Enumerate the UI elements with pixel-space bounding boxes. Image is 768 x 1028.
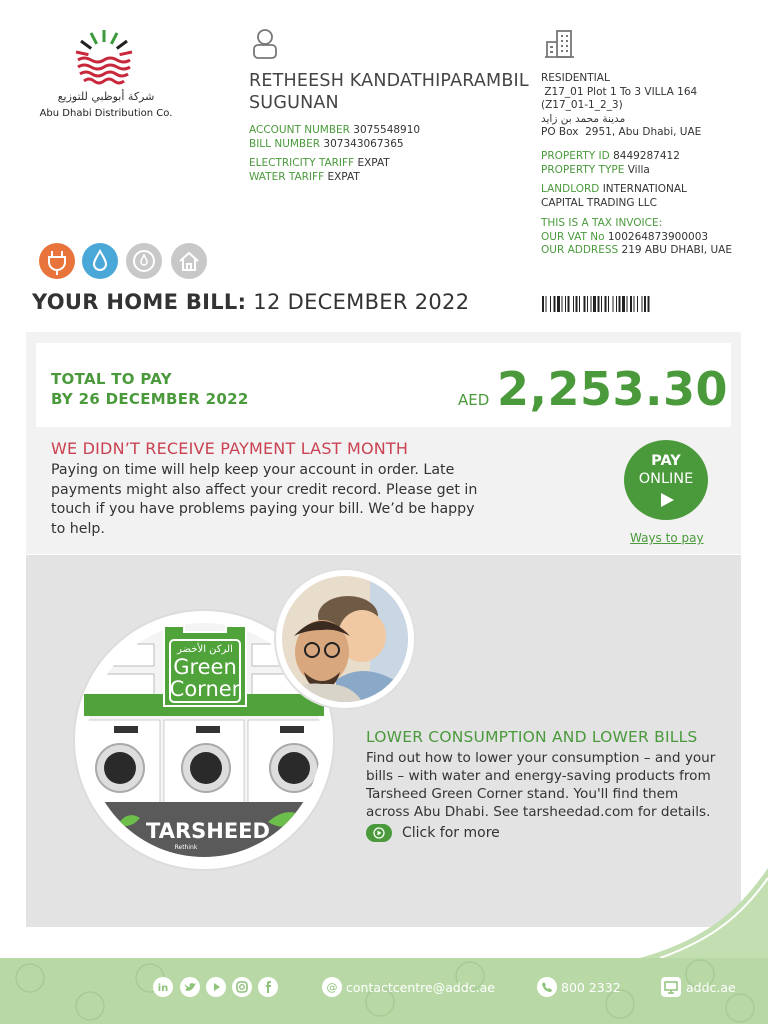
property-address <box>541 72 761 140</box>
property-id-label: PROPERTY ID <box>541 150 610 162</box>
green-corner-line2: Corner <box>169 677 241 701</box>
decorative-swoosh <box>640 868 768 958</box>
contact-email[interactable]: contactcentre@addc.ae <box>346 980 495 995</box>
tax-invoice-label: THIS IS A TAX INVOICE: <box>541 217 663 229</box>
pay-label: PAY <box>651 453 681 469</box>
account-number-label: ACCOUNT NUMBER <box>249 124 350 136</box>
property-id: 8449287412 <box>613 150 680 162</box>
landlord-name-cont: CAPITAL TRADING LLC <box>541 196 657 209</box>
bill-number-label: BILL NUMBER <box>249 137 321 150</box>
home-icon <box>171 243 207 279</box>
address-line1: Z17_01 Plot 1 To 3 VILLA 164 <box>541 85 698 98</box>
click-for-more-label: Click for more <box>402 825 500 841</box>
po-box: PO Box 2951, Abu Dhabi, UAE <box>541 126 702 138</box>
account-details <box>249 124 420 151</box>
water-tariff-label: WATER TARIFF <box>249 170 325 183</box>
pay-online-button[interactable] <box>624 440 708 520</box>
svg-text:in: in <box>157 983 169 994</box>
website-icon <box>661 977 681 997</box>
address-type: RESIDENTIAL <box>541 72 610 84</box>
payment-warning-title: WE DIDN’T RECEIVE PAYMENT LAST MONTH <box>51 439 409 458</box>
bill-title <box>32 290 469 314</box>
total-due-label <box>51 369 249 409</box>
landlord-label: LANDLORD <box>541 183 600 195</box>
person-icon <box>251 28 279 60</box>
property-details <box>541 150 680 177</box>
company-name-arabic: شركة أبوظبي للتوزيع <box>57 90 155 103</box>
click-for-more-link[interactable] <box>366 824 500 846</box>
instagram-icon[interactable] <box>232 977 252 997</box>
water-tariff: EXPAT <box>327 170 360 183</box>
total-amount: 2,253.30 <box>497 362 728 416</box>
property-type: Villa <box>627 163 650 176</box>
green-corner-arabic: الركن الأخضر <box>177 644 233 655</box>
our-address-label: OUR ADDRESS <box>541 244 619 256</box>
vat-number: 100264873900003 <box>607 230 709 243</box>
electricity-icon <box>39 243 75 279</box>
vat-label: OUR VAT No <box>541 230 605 243</box>
twitter-icon[interactable] <box>180 977 200 997</box>
company-name: Abu Dhabi Distribution Co. <box>39 108 173 119</box>
family-photo <box>270 568 420 710</box>
customer-name: RETHEESH KANDATHIPARAMBIL SUGUNAN <box>249 71 529 113</box>
company-logo <box>36 26 176 126</box>
website-link[interactable]: addc.ae <box>686 980 736 995</box>
tarsheed-brand: TARSHEED <box>146 819 270 843</box>
bill-title-label: YOUR HOME BILL: <box>32 290 247 314</box>
electricity-tariff-label: ELECTRICITY TARIFF <box>249 157 355 169</box>
youtube-icon[interactable] <box>206 977 226 997</box>
property-type-label: PROPERTY TYPE <box>541 163 625 176</box>
promo-title: LOWER CONSUMPTION AND LOWER BILLS <box>366 728 698 746</box>
account-number: 3075548910 <box>353 124 421 136</box>
ways-to-pay-link[interactable]: Ways to pay <box>630 531 704 545</box>
bill-date: 12 DECEMBER 2022 <box>253 290 470 314</box>
total-to-pay-label: TOTAL TO PAY <box>51 370 172 388</box>
tax-invoice-info <box>541 217 732 258</box>
linkedin-icon[interactable] <box>153 977 173 997</box>
facebook-icon[interactable] <box>258 977 278 997</box>
play-icon <box>659 492 675 508</box>
play-icon <box>366 824 392 842</box>
barcode <box>542 296 744 312</box>
cooling-icon <box>126 243 162 279</box>
green-corner-line1: Green <box>173 655 237 679</box>
promo-body: Find out how to lower your consumption – and your bills – with water and energy-saving products from Tarsheed Green Corner stand. You'll find them across Abu Dhabi. See tarsheedad.com for details. <box>366 750 716 820</box>
email-icon <box>322 977 342 997</box>
bill-number: 307343067365 <box>323 137 404 150</box>
tarsheed-tagline: Rethink <box>174 844 198 851</box>
svg-text:@: @ <box>326 981 338 994</box>
currency: AED <box>458 391 490 409</box>
addc-logo-mark <box>72 28 136 88</box>
address-line2: (Z17_01-1_2_3) <box>541 99 623 111</box>
address-arabic: مدينة محمد بن زايد <box>541 112 626 125</box>
online-label: ONLINE <box>638 471 694 487</box>
contact-phone[interactable]: 800 2332 <box>561 980 621 995</box>
water-icon <box>82 243 118 279</box>
payment-warning-body: Paying on time will help keep your account in order. Late payments might also affect your credit record. Please get in touch if you have problems paying your bill. We’d be happy to help. <box>51 462 478 537</box>
electricity-tariff: EXPAT <box>357 157 390 169</box>
our-address: 219 ABU DHABI, UAE <box>621 244 732 256</box>
building-icon <box>544 28 576 60</box>
landlord-name: INTERNATIONAL <box>602 183 687 195</box>
phone-icon <box>537 977 557 997</box>
tariff-details <box>249 157 390 184</box>
due-date: BY 26 DECEMBER 2022 <box>51 390 249 408</box>
landlord-details <box>541 183 741 210</box>
